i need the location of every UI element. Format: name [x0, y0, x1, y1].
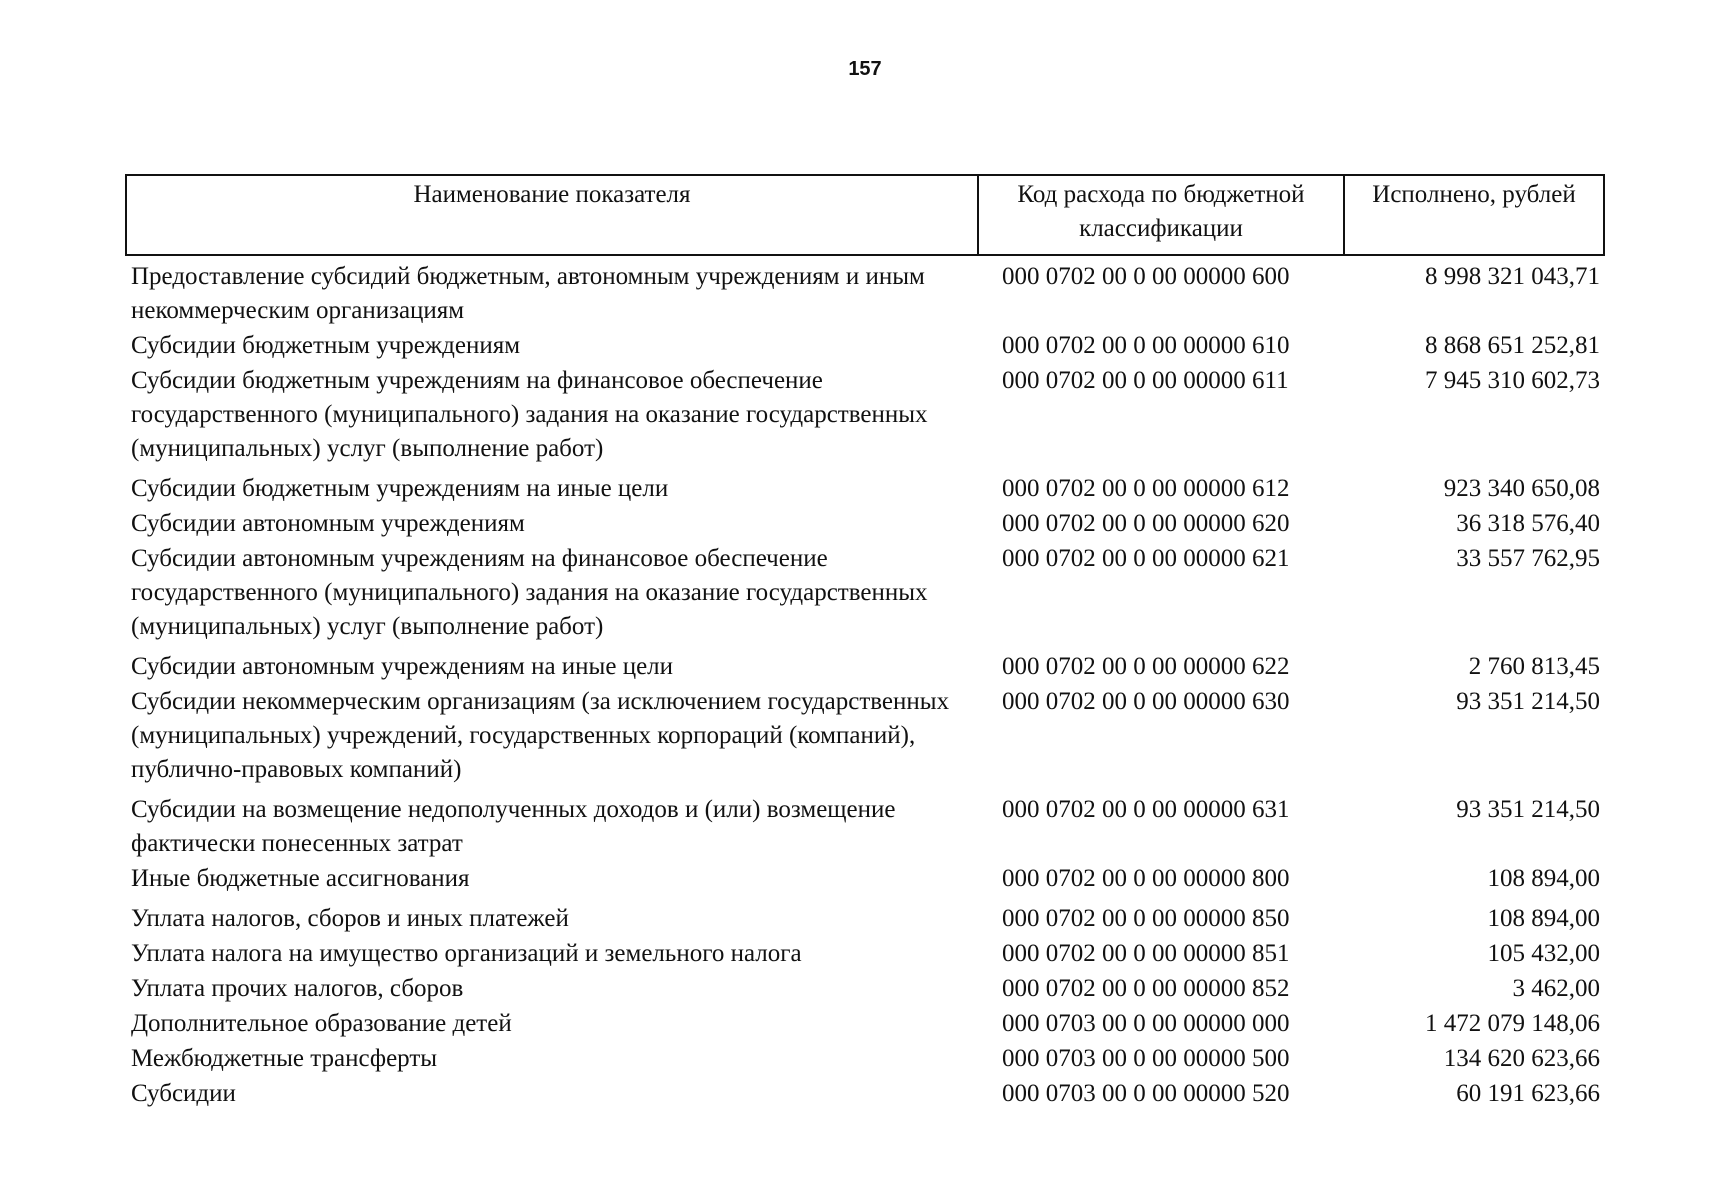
- table-row: [126, 255, 1604, 329]
- table-row: [126, 329, 1604, 364]
- table-row: [126, 1007, 1604, 1042]
- table-row: [126, 1077, 1604, 1112]
- row-name-cell: Субсидии некоммерческим организациям (за исключением государственных (муниципальных) учреждений, государственных корпораций (компаний), публично-правовых компаний): [131, 688, 950, 783]
- row-code-cell: 000 0702 00 0 00 00000 630: [1002, 688, 1290, 715]
- header-row: [126, 175, 1604, 255]
- row-code-cell: 000 0702 00 0 00 00000 850: [1002, 905, 1290, 932]
- row-amount-cell: 1 472 079 148,06: [1425, 1010, 1600, 1037]
- row-amount-cell: 2 760 813,45: [1468, 653, 1600, 680]
- page-number: 157: [848, 58, 882, 80]
- row-amount-cell: 108 894,00: [1487, 905, 1600, 932]
- row-code-cell: 000 0702 00 0 00 00000 611: [1002, 367, 1289, 394]
- row-code-cell: 000 0703 00 0 00 00000 000: [1002, 1010, 1290, 1037]
- row-amount-cell: 36 318 576,40: [1456, 510, 1600, 537]
- row-code-cell: 000 0702 00 0 00 00000 612: [1002, 475, 1290, 502]
- row-amount-cell: 134 620 623,66: [1443, 1045, 1600, 1072]
- table-row: [126, 972, 1604, 1007]
- row-code-cell: 000 0702 00 0 00 00000 620: [1002, 510, 1290, 537]
- row-name-cell: Уплата прочих налогов, сборов: [131, 975, 464, 1002]
- row-name-cell: Предоставление субсидий бюджетным, автономным учреждениям и иным некоммерческим организациям: [131, 263, 925, 324]
- row-name-cell: Уплата налога на имущество организаций и земельного налога: [131, 940, 802, 967]
- column-header-amount: Исполнено, рублей: [1344, 175, 1604, 255]
- table-header: [126, 175, 1604, 255]
- row-code-cell: 000 0702 00 0 00 00000 851: [1002, 940, 1290, 967]
- table-row: [126, 793, 1604, 862]
- table-body: [126, 255, 1604, 1112]
- row-name-cell: Межбюджетные трансферты: [131, 1045, 438, 1072]
- row-amount-cell: 8 998 321 043,71: [1425, 263, 1600, 290]
- row-code-cell: 000 0703 00 0 00 00000 520: [1002, 1080, 1290, 1107]
- table-row: [126, 542, 1604, 650]
- row-name-cell: Дополнительное образование детей: [131, 1010, 512, 1037]
- column-header-name: Наименование показателя: [126, 175, 978, 255]
- row-code-cell: 000 0703 00 0 00 00000 500: [1002, 1045, 1290, 1072]
- column-header-code: Код расхода по бюджетной классификации: [978, 175, 1344, 255]
- row-code-cell: 000 0702 00 0 00 00000 622: [1002, 653, 1290, 680]
- row-code-cell: 000 0702 00 0 00 00000 631: [1002, 796, 1290, 823]
- row-code-cell: 000 0702 00 0 00 00000 800: [1002, 865, 1290, 892]
- row-name-cell: Субсидии автономным учреждениям на финансовое обеспечение государственного (муниципального) задания на оказание государственных (муниципальных) услуг (выполнение работ): [131, 545, 928, 640]
- table-row: [126, 650, 1604, 685]
- row-code-cell: 000 0702 00 0 00 00000 621: [1002, 545, 1290, 572]
- table-row: [126, 937, 1604, 972]
- table-row: [126, 902, 1604, 937]
- budget-table-container: [125, 174, 1603, 1112]
- row-amount-cell: 93 351 214,50: [1456, 688, 1600, 715]
- row-amount-cell: 7 945 310 602,73: [1425, 367, 1600, 394]
- row-amount-cell: 923 340 650,08: [1443, 475, 1600, 502]
- row-code-cell: 000 0702 00 0 00 00000 610: [1002, 332, 1290, 359]
- table-row: [126, 685, 1604, 793]
- row-name-cell: Субсидии бюджетным учреждениям на иные цели: [131, 475, 669, 502]
- table-row: [126, 862, 1604, 902]
- row-name-cell: Субсидии бюджетным учреждениям на финансовое обеспечение государственного (муниципального) задания на оказание государственных (муниципальных) услуг (выполнение работ): [131, 367, 928, 462]
- row-name-cell: Субсидии автономным учреждениям на иные цели: [131, 653, 674, 680]
- row-name-cell: Субсидии бюджетным учреждениям: [131, 332, 521, 359]
- row-name-cell: Иные бюджетные ассигнования: [131, 865, 470, 892]
- row-amount-cell: 60 191 623,66: [1456, 1080, 1600, 1107]
- row-name-cell: Субсидии автономным учреждениям: [131, 510, 525, 537]
- table-row: [126, 364, 1604, 472]
- row-amount-cell: 108 894,00: [1487, 865, 1600, 892]
- row-amount-cell: 105 432,00: [1487, 940, 1600, 967]
- row-amount-cell: 8 868 651 252,81: [1425, 332, 1600, 359]
- table-row: [126, 472, 1604, 507]
- row-amount-cell: 93 351 214,50: [1456, 796, 1600, 823]
- budget-table: [125, 174, 1605, 1112]
- row-amount-cell: 33 557 762,95: [1456, 545, 1600, 572]
- row-amount-cell: 3 462,00: [1512, 975, 1600, 1002]
- row-code-cell: 000 0702 00 0 00 00000 852: [1002, 975, 1290, 1002]
- row-code-cell: 000 0702 00 0 00 00000 600: [1002, 263, 1290, 290]
- table-row: [126, 1042, 1604, 1077]
- table-row: [126, 507, 1604, 542]
- row-name-cell: Субсидии на возмещение недополученных доходов и (или) возмещение фактически понесенных затрат: [131, 796, 896, 857]
- row-name-cell: Субсидии: [131, 1080, 236, 1107]
- row-name-cell: Уплата налогов, сборов и иных платежей: [131, 905, 569, 932]
